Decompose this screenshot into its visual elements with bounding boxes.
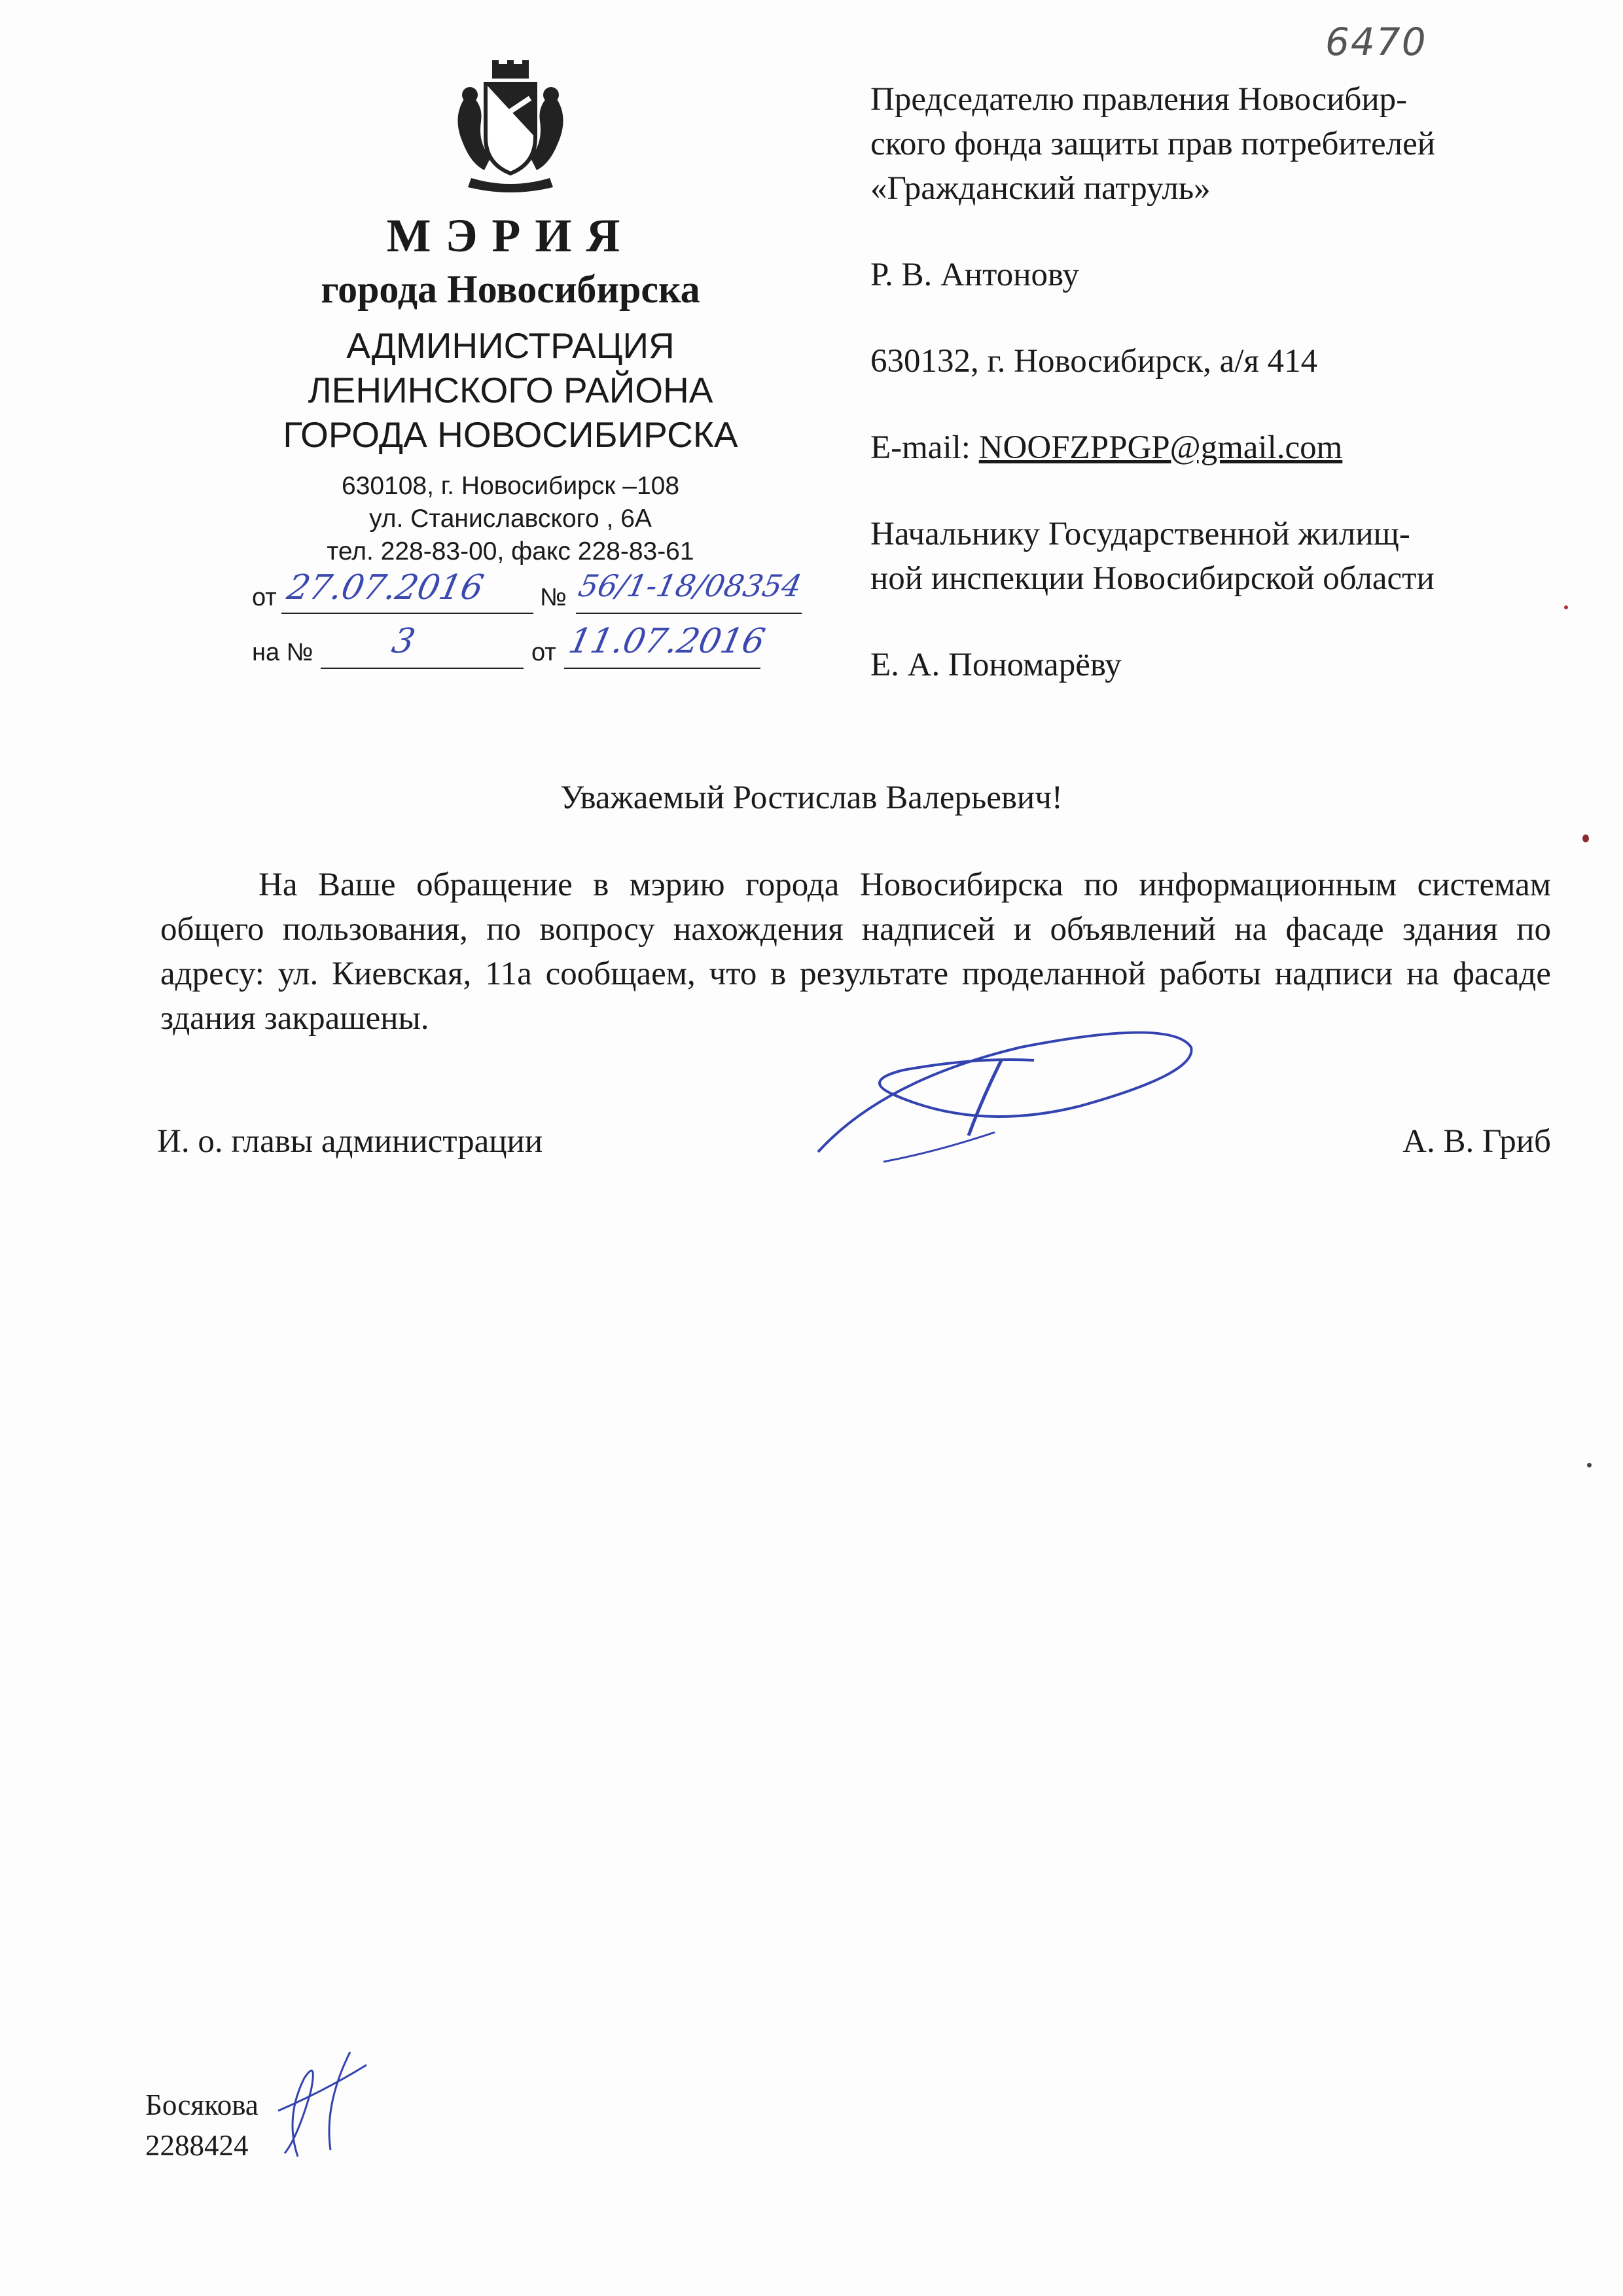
letterhead bbox=[223, 59, 798, 568]
recipient2-position-line: Начальнику Государственной жилищ- bbox=[870, 516, 1410, 552]
on-number-label: на № bbox=[252, 639, 313, 666]
letter-body: На Ваше обращение в мэрию города Новосибирска по информационным системам общего пользования, по вопросу нахождения надписей и объявлений на фасаде здания по адресу: ул. Киевская, 11а сообщаем, что в результате проделанной работы надписи на фасаде здания закрашены. bbox=[160, 867, 1551, 1037]
signatory-name: А. В. Гриб bbox=[1402, 1123, 1551, 1160]
administration-address bbox=[223, 470, 798, 568]
on-number-value: 3 bbox=[388, 622, 419, 661]
address-line: 630108, г. Новосибирск –108 bbox=[341, 472, 680, 500]
admin-line: ЛЕНИНСКОГО РАЙОНА bbox=[308, 370, 713, 410]
executor-phone: 2288424 bbox=[145, 2129, 249, 2162]
salutation: Уважаемый Ростислав Валерьевич! bbox=[560, 780, 1063, 816]
on-from-label: от bbox=[531, 639, 556, 666]
number-label: № bbox=[540, 584, 567, 611]
from-date-value: 27.07.2016 bbox=[283, 568, 488, 607]
admin-line: АДМИНИСТРАЦИЯ bbox=[346, 325, 675, 366]
address-line: ул. Станиславского , 6А bbox=[369, 505, 652, 533]
address-line: тел. 228-83-00, факс 228-83-61 bbox=[327, 537, 694, 565]
on-from-date-value: 11.07.2016 bbox=[565, 622, 769, 661]
recipient1-position-line: Председателю правления Новосибир- bbox=[870, 81, 1408, 118]
handwritten-signature-icon bbox=[805, 1021, 1211, 1178]
recipient2-name: Е. А. Пономарёву bbox=[870, 647, 1122, 683]
recipient1-email bbox=[870, 425, 1564, 470]
scan-speck bbox=[1564, 605, 1568, 609]
admin-line: ГОРОДА НОВОСИБИРСКА bbox=[283, 414, 738, 455]
recipient2-position-line: ной инспекции Новосибирской области bbox=[870, 560, 1435, 597]
recipient1-position-line: «Гражданский патруль» bbox=[870, 170, 1211, 207]
executor-signature-icon bbox=[259, 2039, 370, 2163]
administration-name bbox=[223, 323, 798, 457]
meria-title: МЭРИЯ bbox=[386, 209, 635, 262]
email-label: E-mail: bbox=[870, 429, 979, 466]
city-title: города Новосибирска bbox=[321, 268, 700, 311]
executor-name: Босякова bbox=[145, 2089, 259, 2121]
addressee-block bbox=[870, 77, 1564, 687]
signatory-role: И. о. главы администрации bbox=[157, 1123, 543, 1160]
recipient1-position-line: ского фонда защиты прав потребителей bbox=[870, 126, 1436, 162]
scan-speck bbox=[1587, 1463, 1592, 1467]
executor-block bbox=[145, 2085, 259, 2166]
recipient1-name: Р. В. Антонову bbox=[870, 257, 1079, 293]
scan-speck bbox=[1582, 834, 1589, 842]
from-label: от bbox=[252, 584, 277, 611]
incoming-registration-number: 6470 bbox=[1325, 20, 1427, 64]
on-number-field bbox=[321, 631, 524, 669]
novosibirsk-coat-of-arms-icon bbox=[445, 59, 576, 196]
email-link[interactable]: NOOFZPPGP@gmail.com bbox=[978, 429, 1343, 466]
number-value: 56/1-18/08354 bbox=[575, 568, 805, 603]
recipient1-address: 630132, г. Новосибирск, а/я 414 bbox=[870, 343, 1318, 380]
